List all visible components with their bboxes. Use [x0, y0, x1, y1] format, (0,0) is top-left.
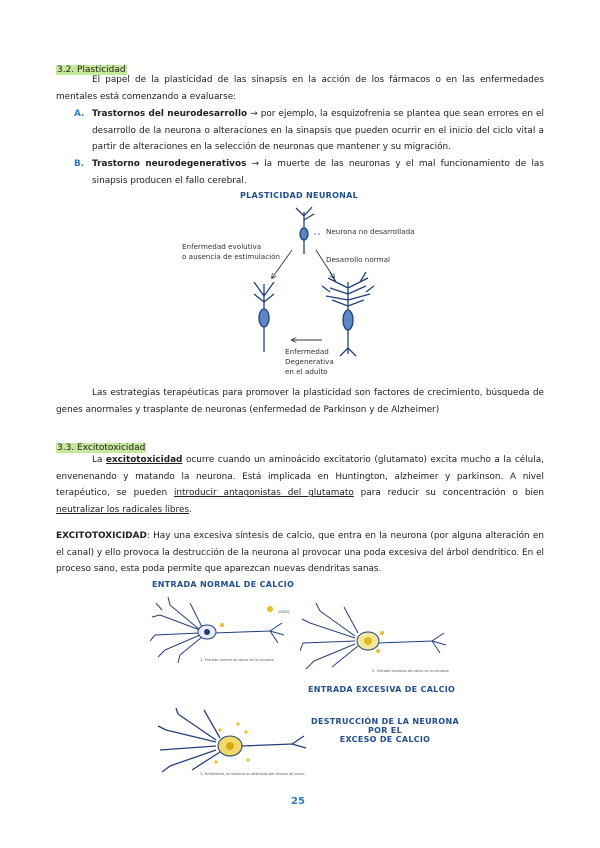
label-degen-2: Degenerativa [285, 357, 334, 366]
calcium-paragraph: EXCITOTOXICIDAD: Hay una excesiva síntesis de calcio, que entra en la neurona (por alguna alteración en el canal) y ello provoca la destrucción de la neurona al provocar una poda excesiva del árbol dendrítico. En el proceso sano, esta poda permite que aparezcan nuevas dendritas sanas. [56, 531, 544, 575]
underlined-glutamate-antagonists: introducir antagonistas del glutamato [173, 488, 354, 499]
page-number: 25 [291, 796, 305, 807]
label-degen-1: Enfermedad [285, 347, 329, 356]
figure-title-normal-calcium: ENTRADA NORMAL DE CALCIO [152, 580, 295, 589]
label-left-2: o ausencia de estimulación [182, 252, 281, 261]
label-left-1: Enfermedad evolutiva [182, 242, 262, 251]
calcium-legend: calcio [267, 598, 290, 617]
list-text: la muerte de las neuronas y el mal funcionamiento de las sinapsis producen el fallo cerebral. [92, 159, 544, 186]
arrow-glyph: → [250, 109, 258, 119]
term-excitotoxicidad: excitotoxicidad [105, 455, 183, 465]
normal-neuron-icon [322, 272, 374, 356]
term-excitotoxicidad-caps: EXCITOTOXICIDAD [56, 531, 147, 541]
list-item-a [74, 106, 544, 156]
label-normal: Desarrollo normal [326, 255, 390, 264]
figure-title-destroyed: DESTRUCCIÓN DE LA NEURONA POR EL EXCESO DE CALCIO [311, 717, 459, 744]
neuron-normal-calcium [150, 595, 290, 665]
list-term: Trastorno neurodegenerativos [92, 159, 247, 169]
label-undeveloped: Neurona no desarrollada [326, 227, 415, 236]
section-heading-plasticidad: 3.2. Plasticidad [57, 65, 126, 75]
arrow-glyph: → [251, 159, 259, 169]
list-item-b [74, 156, 544, 189]
plasticidad-intro: El papel de la plasticidad de las sinapsis en la acción de los fármacos o en las enfermedades mentales está comenzando a evaluarse: [56, 75, 544, 102]
list-term: Trastornos del neurodesarrollo [92, 109, 248, 119]
list-marker: A. [74, 109, 85, 119]
section-heading-excitotoxicidad: 3.3. Excitotoxicidad [57, 443, 146, 453]
figure-title-plasticidad: PLASTICIDAD NEURONAL [240, 191, 359, 200]
strategies-paragraph: Las estrategias terapéuticas para promover la plasticidad son factores de crecimiento, búsqueda de genes anormales y trasplante de neuronas (enfermedad de Parkinson y de Alzheimer) [56, 388, 544, 415]
neuron-destroyed [158, 708, 308, 774]
excitotoxicity-paragraph: La excitotoxicidad ocurre cuando un aminoácido excitatorio (glutamato) excita mucho a la célula, envenenando y matando la neurona. Está implicada en Huntington, alzheimer y parkinson. A nivel terapéutico, se pueden introducir antagonistas del glutamato para reducir su concentración o bien neutralizar los radicales libres. [56, 455, 545, 515]
list-text: por ejemplo, la esquizofrenia se plantea que sean errores en el desarrollo de la neurona o alteraciones en la sinapsis que pueden ocurrir en el inicio del ciclo vital a partir de alteraciones en la selección de neuronas que mantener y su migración. [92, 109, 544, 153]
neuron-excess-calcium [300, 603, 450, 673]
list-marker: B. [74, 159, 85, 169]
underlined-free-radicals: neutralizar los radicales libres [56, 504, 190, 515]
figure-title-excess-calcium: ENTRADA EXCESIVA DE CALCIO [308, 685, 456, 694]
label-degen-3: en el adulto [285, 367, 328, 376]
undeveloped-neuron-icon [296, 207, 314, 254]
underdeveloped-neuron-icon [254, 282, 274, 352]
